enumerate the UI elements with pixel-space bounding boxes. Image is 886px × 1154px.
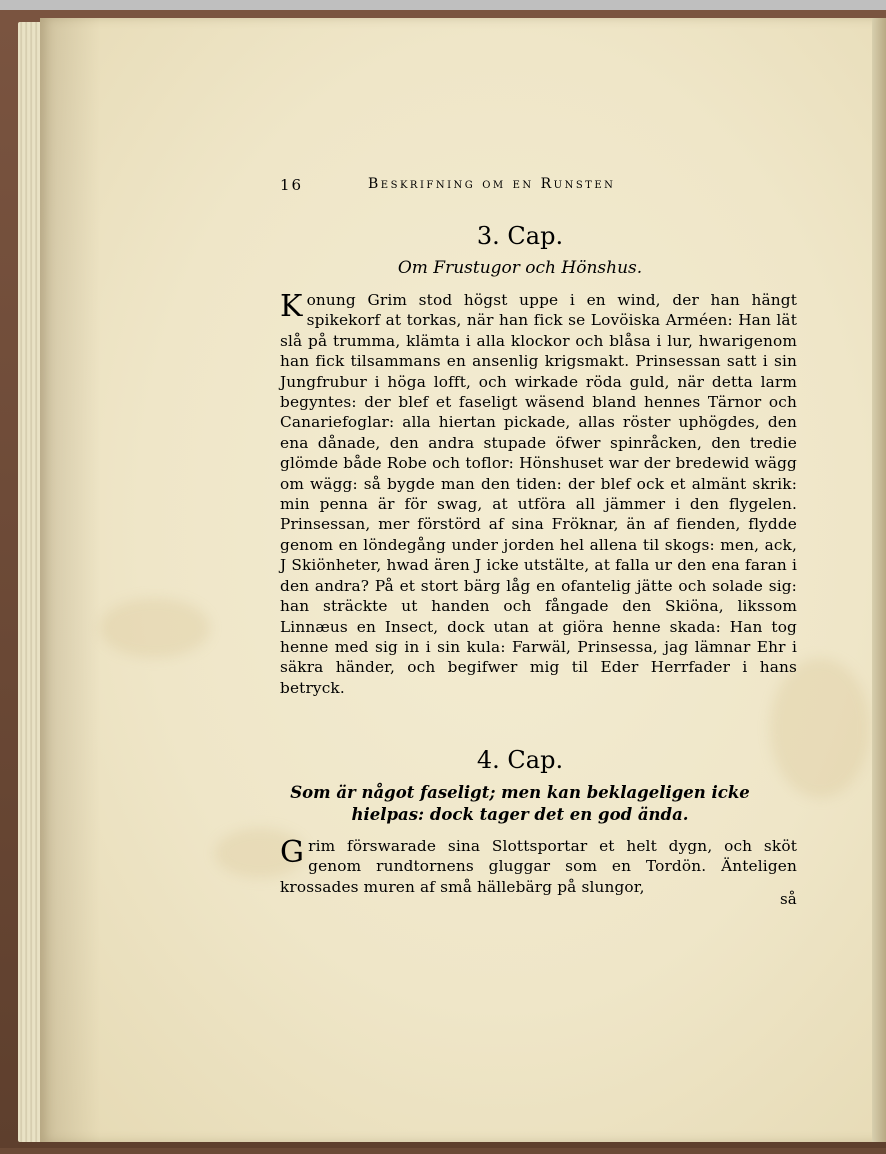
chapter-4-text: rim förswarade sina Slottsportar et helt dygn, och sköt genom rundtornens gluggar som en Tordön. Änteligen krossades muren af små hällebärg på slungor, — [280, 837, 797, 896]
running-header — [280, 176, 760, 198]
catchword: så — [780, 890, 797, 908]
chapter-4-heading: 4. Cap. — [476, 746, 564, 774]
chapter-3-heading: 3. Cap. — [476, 222, 564, 250]
drop-cap: G — [280, 835, 305, 870]
chapter-3-subtitle: Om Frustugor och Hönshus. — [397, 258, 643, 278]
drop-cap: K — [280, 289, 303, 324]
paper-stain — [100, 598, 210, 658]
chapter-4-body — [280, 836, 797, 897]
page-right-edge — [872, 18, 886, 1142]
chapter-4-subtitle-line-2: hielpas: dock tager det en god ända. — [351, 805, 689, 824]
chapter-3-text: onung Grim stod högst uppe i en wind, der han hängt spikekorf at torkas, när han fick se Lovöiska Arméen: Han lät slå på trumma, klämta i alla klockor och blåsa i lur, hwarigenom han fick tilsammans en ansenlig krigsmakt. Prinsessan satt i sin Jungfrubur i höga lofft, och wirkade röda guld, när detta larm begyntes: der blef et faseligt wäsend bland hennes Tärnor och Canariefoglar: alla hiertan pickade, allas röster uphögdes, den ena dånade, den andra stupade öfwer spinråcken, den tredie glömde både Robe och toflor: Hönshuset war der bredewid wägg om wägg: så bygde man den tiden: der blef ock et almänt skrik: min penna är för swag, at utföra all jämmer i den flygelen. Prinsessan, mer förstörd af sina Fröknar, än af fienden, flydde genom en löndegång under jorden hel allena til skogs: men, ack, J Skiönheter, hwad ären J icke utstälte, at falla ur den ena faran i den andra? På et stort bärg låg en ofantelig jätte och solade sig: han sträckte ut handen och fångade den Skiöna, likssom Linnæus en Insect, dock utan at giöra henne skada: Han tog henne med sig in i sin kula: Farwäl, Prinsessa, jag lämnar Ehr i säkra händer, och begifwer mig til Eder Herrfader i hans betryck. — [280, 291, 797, 697]
running-title: Beskrifning om en Runsten — [368, 176, 616, 192]
chapter-4-subtitle-line-1: Som är något faseligt; men kan beklageligen icke — [290, 783, 750, 802]
gutter-shadow — [40, 18, 100, 1142]
page-number: 16 — [280, 176, 304, 194]
chapter-3-body — [280, 290, 797, 698]
chapter-4-subtitle — [280, 782, 760, 826]
